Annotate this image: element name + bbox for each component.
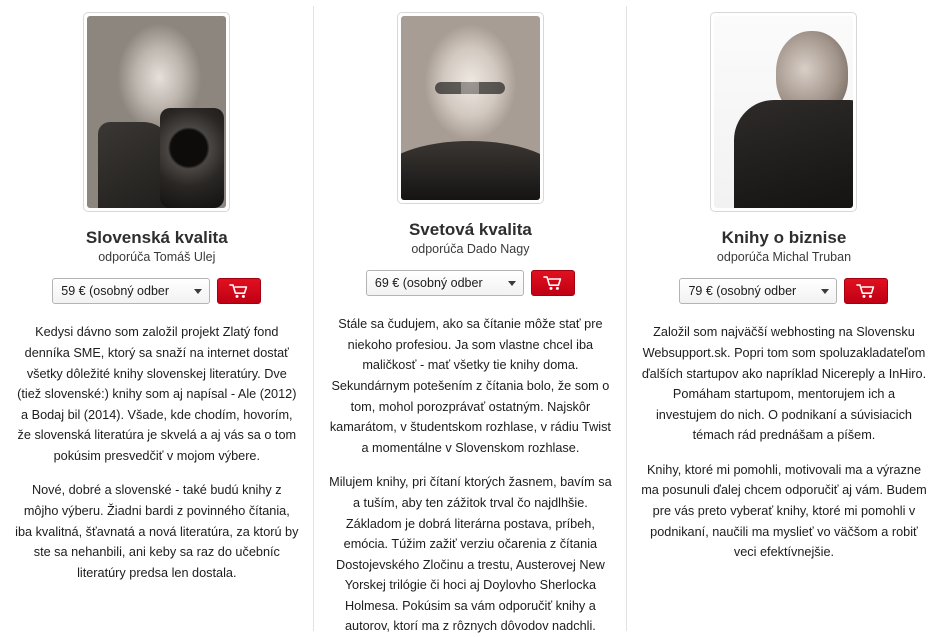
portrait-image [401, 16, 540, 200]
bio-paragraph: Nové, dobré a slovenské - také budú knihy z môjho výberu. Žiadni bardi z povinného čítania, iba kvalitná, šťavnatá a nová literatúra, za ktorú by ste sa nehanbili, ani keby sa raz do učebníc literatúry predsa len dostala. [15, 483, 299, 580]
recommender-bio [14, 322, 300, 583]
portrait-image [714, 16, 853, 208]
portrait-michal-truban [710, 12, 857, 212]
bio-paragraph: Stále sa čudujem, ako sa čítanie môže stať pre niekoho profesiou. Ja som vlastne chcel iba maličkosť - mať všetky tie knihy doma. Sekundárnym potešením z čítania bolo, že som o tom, mohol porozprávať ostatným. Najskôr kamarátom, v študentskom rozhlase, v rádiu Twist a momentálne v Slovenskom rozhlase. [329, 317, 611, 455]
chevron-down-icon [508, 281, 516, 286]
price-select[interactable] [679, 278, 837, 304]
cart-icon [856, 283, 876, 299]
page-title: Svetová kvalita [408, 219, 532, 239]
chevron-down-icon [194, 289, 202, 294]
cart-icon [229, 283, 249, 299]
bio-paragraph: Založil som najväčší webhosting na Slovensku Websupport.sk. Popri tom som spoluzakladateľom ďalších startupov ako napríklad Nicereply a InHiro. Pomáham startupom, mentorujem ich a investujem do nich. O podnikaní a súvisiacich témach rád prednášam a píšem. [641, 325, 927, 443]
recommender-card-1 [0, 0, 314, 637]
price-select-value: 69 € (osobný odber [374, 276, 483, 291]
recommender-card-3 [627, 0, 941, 637]
portrait-tomas-ulej [83, 12, 230, 212]
price-select[interactable] [52, 278, 210, 304]
recommender-bio [328, 314, 614, 637]
chevron-down-icon [821, 289, 829, 294]
purchase-controls [679, 278, 888, 304]
recommender-subtitle: odporúča Michal Truban [716, 250, 852, 265]
recommender-card-2 [314, 0, 628, 637]
recommender-subtitle: odporúča Tomáš Ulej [98, 250, 216, 265]
page-title: Slovenská kvalita [85, 228, 228, 247]
add-to-cart-button[interactable] [531, 270, 575, 296]
recommender-subtitle: odporúča Dado Nagy [411, 242, 530, 257]
bio-paragraph: Knihy, ktoré mi pomohli, motivovali ma a výrazne ma posunuli ďalej chcem odporučiť aj vám. Budem pre vás preto vyberať knihy, ktoré mi pomohli v podnikaní, naučili ma myslieť vo väčšom a robiť veci efektívnejšie. [641, 462, 927, 560]
add-to-cart-button[interactable] [217, 278, 261, 304]
portrait-image [87, 16, 226, 208]
portrait-dado-nagy [397, 12, 544, 204]
add-to-cart-button[interactable] [844, 278, 888, 304]
price-select-value: 79 € (osobný odber [688, 284, 797, 299]
recommender-bio [641, 322, 927, 562]
page-title: Knihy o biznise [721, 228, 847, 247]
purchase-controls [52, 278, 261, 304]
price-select-value: 59 € (osobný odber [61, 284, 170, 299]
bio-paragraph: Milujem knihy, pri čítaní ktorých žasnem, bavím sa a tuším, aby ten zážitok trval čo najdlhšie. Základom je dobrá literárna postava, príbeh, emócia. Túžim zažiť verziu očarenia z čítania Dostojevského Zločinu a trestu, Austerovej New Yorskej trilógie či hoci aj Doylovho Sherlocka Holmesa. Pokúsim sa vám odporučiť knihy a autorov, ktorí ma z rôznych dôvodov nadchli. [329, 475, 612, 634]
price-select[interactable] [366, 270, 524, 296]
cart-icon [543, 275, 563, 291]
purchase-controls [366, 270, 575, 296]
bio-paragraph: Kedysi dávno som založil projekt Zlatý fond denníka SME, ktorý sa snaží na internet dostať všetky dôležité knihy slovenskej literatúry. Dve (tiež slovenské:) knihy som aj napísal - Ale (2012) a Bodaj bil (2014). Všade, kde chodím, hovorím, že slovenská literatúra je skvelá a aj vás sa o tom pokúsim presvedčiť v mojom výbere. [17, 325, 297, 463]
